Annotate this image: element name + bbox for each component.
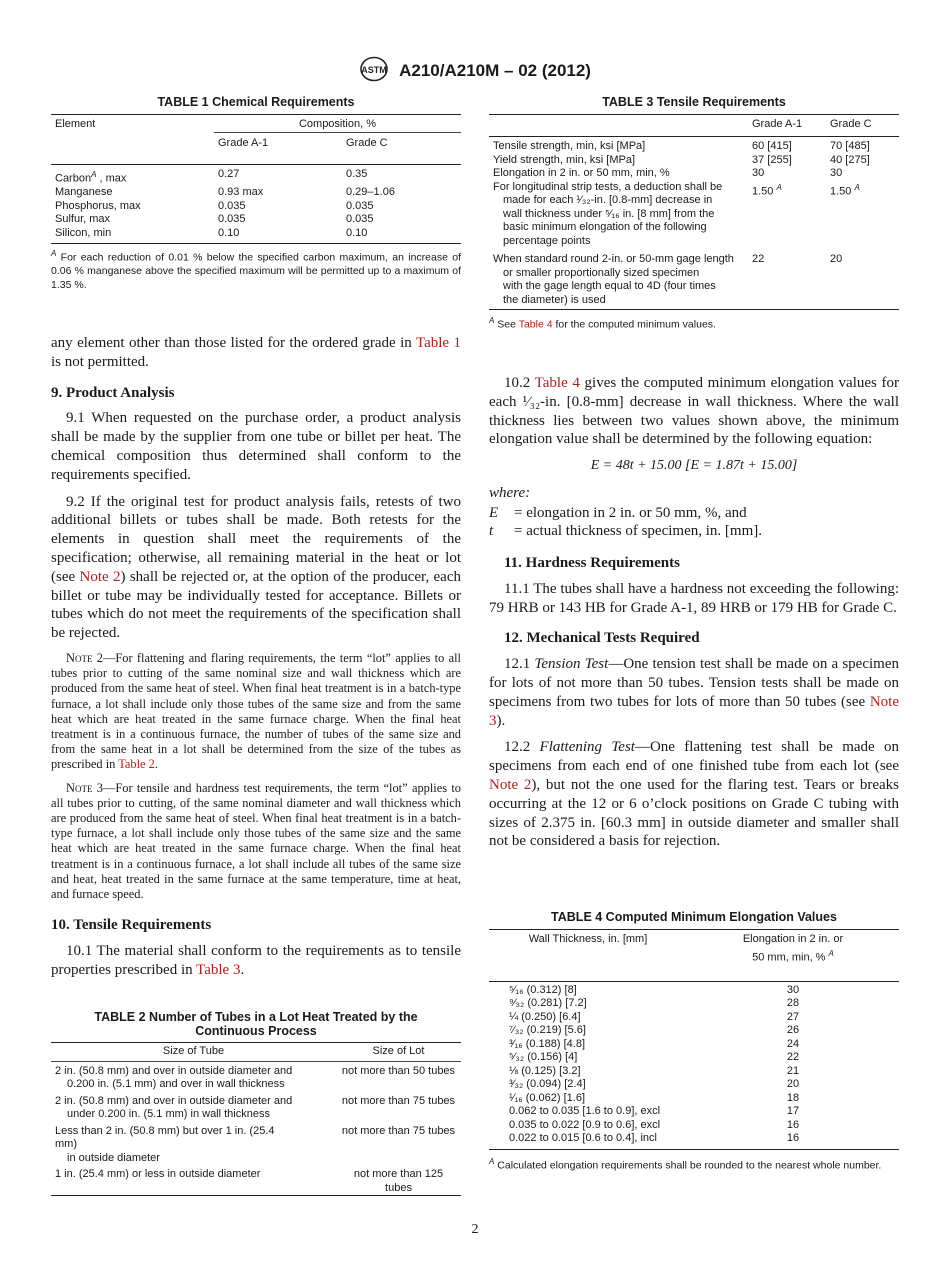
paragraph-11-1: 11.1 The tubes shall have a hardness not exceeding the following: 79 HRB or 143 HB for Grade A-1, 89 HRB or 179 HB for Grade C.	[489, 580, 899, 616]
cell-wall-thickness: 0.035 to 0.022 [0.9 to 0.6], excl	[509, 1118, 661, 1131]
cell-elongation: 28	[786, 997, 800, 1010]
col-header-grade-a1: Grade A-1	[218, 136, 269, 149]
table-row	[489, 167, 899, 181]
table-1-footnote: $^A$ For each reduction of 0.01 % below the specified carbon maximum, an increase of 0.06 % manganese above the specified maximum will be permitted up to a maximum of 1.35 %.	[51, 249, 461, 291]
left-column	[51, 334, 461, 988]
cell-grade-c: 0.10	[346, 226, 368, 239]
cell-grade-c: 40 [275]	[830, 153, 870, 166]
page-number: 2	[471, 1222, 479, 1237]
table-2	[51, 1010, 461, 1196]
col-header-size-of-tube: Size of Tube	[162, 1045, 225, 1057]
cell-grade-c: 30	[830, 167, 843, 179]
cell-grade-a1: 0.93 max	[218, 186, 264, 199]
cell-grade-a1: 0.035	[218, 213, 246, 226]
cell-grade-a1: 0.035	[218, 199, 246, 212]
cell-wall-thickness: 0.022 to 0.015 [0.6 to 0.4], incl	[509, 1132, 657, 1145]
cell-element: Silicon, min	[55, 226, 112, 239]
cell-wall-thickness: ¹⁄₁₆ (0.062) [1.6]	[509, 1091, 586, 1104]
table-4-link[interactable]: Table 4	[518, 318, 553, 331]
cell-size-of-tube: 2 in. (50.8 mm) and over in outside diameter and under 0.200 in. (5.1 mm) in wall thickness	[55, 1094, 293, 1120]
cell-size-of-lot: not more than 125 tubes	[353, 1168, 444, 1194]
paragraph-12-2: 12.2 Flattening Test—One flattening test shall be made on specimens from each end of one finished tube from each lot (see Note 2), but not the one used for the flaring test. Tears or breaks occurring at the 12 or 6 o’clock positions on Grade C tubing with sizes of 2.375 in. [60.3 mm] in outside diameter and smaller shall not be considered a basis for rejection.	[489, 739, 899, 850]
table-row	[489, 1038, 899, 1052]
cell-grade-c: 20	[830, 253, 843, 265]
cell-grade-c: 0.035	[346, 199, 374, 212]
cell-property: For longitudinal strip tests, a deduction shall be made for each ¹⁄₃₂-in. [0.8-mm] decrease in wall thickness under ⁵⁄₁₆ in. [8 mm] from the basic minimum elongation of the following percentage points	[493, 180, 723, 247]
elongation-equation: E = 48t + 15.00 [E = 1.87t + 15.00]	[590, 458, 798, 474]
section-10-title: 10. Tensile Requirements	[51, 917, 212, 934]
cell-element: Sulfur, max	[55, 213, 111, 226]
col-header-element: Element	[55, 118, 96, 130]
cell-grade-c: 0.29–1.06	[346, 186, 395, 199]
paragraph-10-1: 10.1 The material shall conform to the requirements as to tensile properties prescribed in Table 3.	[51, 943, 461, 978]
table-row	[489, 1119, 899, 1133]
note-3-link[interactable]: Note 3	[489, 693, 900, 729]
table-row	[489, 1051, 899, 1065]
cell-elongation: 16	[786, 1118, 800, 1131]
table-row	[51, 213, 461, 227]
cell-wall-thickness: ⅛ (0.125) [3.2]	[509, 1064, 581, 1077]
cell-grade-a1: 1.50 $^A$	[752, 182, 782, 198]
section-11-title: 11. Hardness Requirements	[504, 554, 680, 571]
where-label: where:	[489, 484, 531, 501]
definition-t: t = actual thickness of specimen, in. [mm].	[489, 522, 762, 539]
cell-elongation: 21	[786, 1064, 800, 1077]
cell-elongation: 26	[786, 1024, 800, 1037]
col-header-grade-a1: Grade A-1	[752, 118, 803, 130]
cell-property: Yield strength, min, ksi [MPa]	[493, 153, 636, 166]
definition-e: E = elongation in 2 in. or 50 mm, %, and	[489, 504, 747, 521]
cell-size-of-lot: not more than 50 tubes	[341, 1064, 456, 1077]
table-1-caption: TABLE 1 Chemical Requirements	[157, 95, 355, 109]
table-row	[489, 181, 899, 249]
table-row	[489, 997, 899, 1011]
cell-grade-a1: 60 [415]	[752, 140, 792, 152]
table-1-link[interactable]: Table 1	[415, 335, 461, 351]
cell-wall-thickness: ⁹⁄₃₂ (0.281) [7.2]	[509, 997, 587, 1010]
continued-paragraph: any element other than those listed for the ordered grade in Table 1 is not permitted.	[51, 335, 461, 370]
table-3-grid	[489, 114, 899, 310]
table-3-footnote: $^A$ See Table 4 for the computed minimum values.	[489, 316, 716, 331]
table-2-link[interactable]: Table 2	[118, 757, 155, 772]
cell-grade-c: 0.35	[346, 168, 368, 180]
cell-grade-a1: 22	[752, 253, 765, 265]
paragraph-9-2: 9.2 If the original test for product analysis fails, retests of two additional billets or tubes shall be made. Both retests for the elements in question shall meet the requirements of the specification; otherwise, all remaining material in the heat or lot (see Note 2) shall be rejected or, at the option of the producer, each billet or tube may be individually tested for acceptance. Billets or tubes which do not meet the requirements of the specification shall be rejected.	[51, 493, 461, 642]
cell-grade-a1: 37 [255]	[752, 153, 792, 166]
svg-text:ASTM: ASTM	[361, 65, 387, 75]
cell-wall-thickness: ³⁄₃₂ (0.094) [2.4]	[509, 1078, 586, 1091]
note-2-link[interactable]: Note 2	[79, 568, 121, 585]
table-row	[51, 227, 461, 241]
document-header	[0, 56, 950, 87]
table-4-grid	[489, 929, 899, 1150]
table-row	[489, 140, 899, 154]
cell-grade-a1: 0.10	[218, 226, 240, 239]
paragraph-12-1: 12.1 Tension Test—One tension test shall be made on a specimen for lots of not more than 50 tubes. Tension tests shall be made on specimens from two tubes for lots of more than 50 tubes (see Note 3).	[489, 656, 900, 729]
table-3-link[interactable]: Table 3	[196, 961, 241, 978]
designation: A210/A210M – 02 (2012)	[399, 60, 591, 80]
cell-size-of-lot: not more than 75 tubes	[341, 1094, 456, 1107]
col-header-composition: Composition, %	[214, 115, 461, 133]
table-row	[51, 1061, 461, 1092]
cell-grade-c: 70 [485]	[830, 140, 870, 152]
col-header-wall-thickness: Wall Thickness, in. [mm]	[528, 933, 648, 945]
table-4	[489, 910, 899, 1173]
cell-size-of-tube: Less than 2 in. (50.8 mm) but over 1 in. (25.4 mm) in outside diameter	[55, 1124, 275, 1164]
cell-elongation: 20	[786, 1078, 800, 1091]
table-row	[51, 1165, 461, 1196]
cell-elongation: 18	[786, 1091, 800, 1104]
table-row	[489, 984, 899, 998]
cell-grade-c: 1.50 $^A$	[830, 182, 860, 198]
section-9-title: 9. Product Analysis	[51, 384, 175, 401]
col-header-grade-c: Grade C	[830, 118, 872, 130]
paragraph-10-2: 10.2 Table 4 gives the computed minimum elongation values for each ¹⁄₃₂-in. [0.8-mm] decrease in wall thickness. Where the wall thickness lies between two values shown above, the minimum elongation value shall be determined by the following equation:	[489, 375, 899, 448]
note-2-link[interactable]: Note 2	[489, 776, 532, 793]
cell-wall-thickness: ³⁄₁₆ (0.188) [4.8]	[509, 1037, 586, 1050]
cell-size-of-lot: not more than 75 tubes	[341, 1124, 456, 1137]
cell-wall-thickness: ⁵⁄₁₆ (0.312) [8]	[509, 983, 577, 996]
table-row	[51, 186, 461, 200]
note-3: Note 3—For tensile and hardness test requirements, the term “lot” applies to all tubes prior to cutting, of the same nominal diameter and wall thickness which are produced from the same heat of steel. When final heat treatment is in a batch-type furnace, a lot shall include only those tubes of the same size and the same heat which are heat treated in the same furnace charge. When the final heat treatment is in a continuous furnace, a lot shall include all tubes of the same size and heat, heat treated in the same furnace at the same temperature, time at heat, and furnace speed.	[51, 780, 461, 901]
cell-grade-a1: 30	[752, 167, 765, 179]
table-row	[489, 1078, 899, 1092]
cell-property: Tensile strength, min, ksi [MPa]	[493, 140, 646, 152]
table-row	[51, 168, 461, 186]
right-column	[489, 374, 899, 859]
table-4-footnote: $^A$ Calculated elongation requirements shall be rounded to the nearest whole number.	[489, 1156, 882, 1172]
table-row	[51, 1122, 461, 1166]
cell-property: When standard round 2-in. or 50-mm gage length or smaller proportionally sized specimen with the gage length equal to 4D (four times the diameter) is used	[493, 253, 734, 306]
table-row	[51, 1092, 461, 1122]
cell-size-of-tube: 1 in. (25.4 mm) or less in outside diameter	[55, 1168, 261, 1180]
table-4-caption: TABLE 4 Computed Minimum Elongation Values	[551, 910, 837, 924]
col-header-elongation: Elongation in 2 in. or 50 mm, min, % $^A$	[742, 933, 844, 964]
table-row	[489, 1092, 899, 1106]
cell-size-of-tube: 2 in. (50.8 mm) and over in outside diameter and 0.200 in. (5.1 mm) and over in wall thickness	[55, 1064, 293, 1090]
cell-elongation: 27	[786, 1010, 800, 1023]
cell-element: Manganese	[55, 186, 113, 199]
col-header-grade-c: Grade C	[346, 136, 388, 149]
cell-wall-thickness: ⁷⁄₃₂ (0.219) [5.6]	[509, 1024, 586, 1037]
table-row	[489, 154, 899, 168]
paragraph-9-1: 9.1 When requested on the purchase order, a product analysis shall be made by the supplier from one tube or billet per heat. The chemical composition thus determined shall conform to the requirements specified.	[51, 410, 461, 483]
table-1-grid	[51, 114, 461, 244]
cell-element: Phosphorus, max	[55, 199, 141, 212]
note-2: Note 2—For flattening and flaring requirements, the term “lot” applies to all tubes prior to cutting of the same nominal size and wall thickness which are produced from the same heat of steel. When final heat treatment is in a batch-type furnace, a lot shall include only those tubes of the same size and from the same heat which are heat treated in the same furnace charge. When the final heat treatment is in a continuous furnace, the number of tubes of the same size and from the same heat in a lot shall be determined from the size of the tubes as prescribed in Table 2.	[51, 650, 461, 772]
cell-elongation: 24	[786, 1037, 800, 1050]
table-3-caption: TABLE 3 Tensile Requirements	[602, 95, 786, 109]
table-row	[489, 1065, 899, 1079]
table-row	[489, 248, 899, 307]
cell-grade-c: 0.035	[346, 213, 374, 226]
cell-property: Elongation in 2 in. or 50 mm, min, %	[493, 167, 670, 179]
cell-grade-a1: 0.27	[218, 168, 240, 180]
table-row	[489, 1105, 899, 1119]
cell-elongation: 22	[786, 1051, 800, 1064]
section-12-title: 12. Mechanical Tests Required	[504, 630, 700, 647]
table-1	[51, 95, 461, 292]
table-row	[489, 1132, 899, 1146]
cell-wall-thickness: 0.062 to 0.035 [1.6 to 0.9], excl	[509, 1105, 661, 1118]
cell-wall-thickness: ¼ (0.250) [6.4]	[509, 1010, 581, 1023]
astm-logo-icon	[359, 56, 389, 87]
table-4-link[interactable]: Table 4	[534, 375, 580, 391]
col-header-size-of-lot: Size of Lot	[372, 1045, 425, 1057]
table-row	[489, 1024, 899, 1038]
cell-elongation: 16	[786, 1132, 800, 1145]
table-2-grid	[51, 1042, 461, 1196]
table-2-caption: TABLE 2 Number of Tubes in a Lot Heat Treated by the Continuous Process	[94, 1010, 418, 1038]
where-definitions	[489, 504, 762, 540]
table-3	[489, 95, 899, 332]
cell-element: Carbon$^A$ , max	[55, 170, 127, 185]
table-row	[489, 1011, 899, 1025]
cell-elongation: 30	[786, 983, 800, 996]
cell-wall-thickness: ⁵⁄₃₂ (0.156) [4]	[509, 1051, 578, 1064]
table-row	[51, 200, 461, 214]
cell-elongation: 17	[786, 1105, 800, 1118]
